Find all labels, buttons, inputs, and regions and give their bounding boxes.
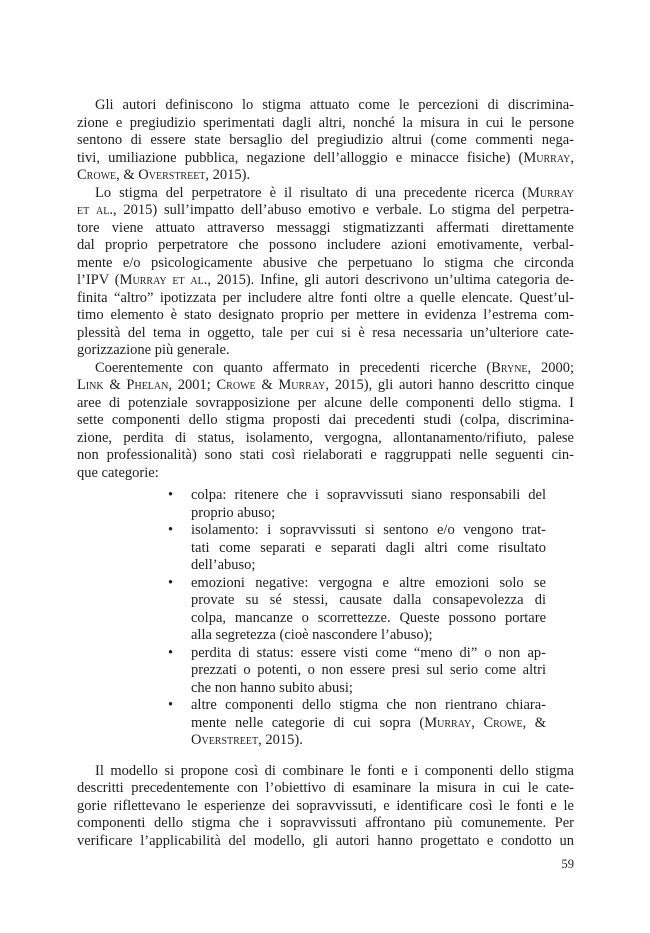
text-run: dell’abuso;	[191, 557, 256, 573]
text-line	[191, 662, 546, 680]
bullet-icon: •	[168, 697, 174, 713]
text-run: Coerentemente con quanto affermato in precedenti ricerche (	[95, 359, 492, 376]
paragraph-model	[77, 763, 574, 851]
text-run: che non hanno subito abusi;	[191, 679, 353, 696]
text-run: Lo stigma del perpetratore è il risultato di una precedente ricerca (	[95, 184, 528, 201]
bullet-icon: •	[168, 522, 174, 538]
text-line	[77, 763, 574, 781]
text-run: altre componenti dello stigma che non rientrano chiara-	[191, 697, 546, 713]
text-line	[77, 780, 574, 798]
text-line	[191, 487, 546, 505]
text-run: tati come separati e separati dagli altri come risultato	[191, 539, 546, 556]
text-run: l’IPV (	[77, 272, 120, 288]
text-run: ,	[471, 714, 484, 731]
small-caps-citation: Crowe	[77, 167, 117, 183]
text-run: non professionalità) sono stati così rielaborati e raggruppati nelle seguenti cin-	[77, 447, 574, 463]
small-caps-citation: Crowe	[216, 377, 256, 393]
body-text	[77, 97, 574, 850]
text-run: zione, perdita di status, isolamento, vergogna, allontanamento/rifiuto, palese	[77, 429, 574, 446]
text-line	[191, 697, 546, 715]
text-run: perdita di status: essere visti come “meno di” o non ap-	[191, 644, 546, 661]
list-item-text	[191, 522, 546, 575]
text-line	[77, 377, 574, 395]
small-caps-citation: Murray et al.	[119, 272, 208, 288]
text-run: finita “altro” ipotizzata per includere altre fonti oltre a quelle elencate. Quest’ul-	[77, 289, 574, 306]
text-line	[191, 627, 546, 645]
text-run: Gli autori definiscono lo stigma attuato come le percezioni di discrimina-	[95, 97, 574, 113]
text-run: isolamento: i sopravvissuti si sentono e/o vengono trat-	[191, 522, 546, 538]
text-run: , &	[116, 167, 139, 183]
text-run: sette componenti dello stigma proposti dai precedenti studi (colpa, discrimina-	[77, 412, 574, 428]
bullet-icon: •	[168, 644, 174, 661]
text-line	[191, 575, 546, 593]
text-run: Il modello si propone così di combinare le fonti e i componenti dello stigma	[95, 762, 574, 779]
text-line	[77, 325, 574, 343]
text-run: , 2000;	[527, 359, 575, 376]
text-run: plessità del tema in oggetto, tale per cui si è resa necessaria un’ulteriore cate-	[77, 324, 574, 341]
bullet-icon: •	[168, 574, 174, 591]
text-line	[77, 150, 574, 168]
text-run: dal proprio perpetratore che possono includere azioni emotivamente, verbal-	[77, 237, 574, 253]
text-run: componenti dello stigma che i sopravvissuti affrontano più comunemente. Per	[77, 815, 574, 831]
text-run: alla segretezza (cioè nascondere l’abuso);	[191, 627, 433, 643]
list-item-text	[191, 575, 546, 645]
text-run: , 2015), gli autori hanno descritto cinque	[325, 377, 575, 393]
text-line	[77, 237, 574, 255]
text-line	[191, 557, 546, 575]
text-run: , 2015) sull’impatto dell’abuso emotivo e verbale. Lo stigma del perpetra-	[112, 202, 574, 218]
small-caps-citation: Link	[77, 377, 104, 393]
text-run: , &	[522, 714, 547, 731]
text-line	[77, 342, 574, 360]
text-run: tivi, umiliazione pubblica, negazione dell’alloggio e minacce fisiche) (	[77, 149, 524, 166]
text-run: que categorie:	[77, 464, 159, 481]
text-run: &	[255, 377, 279, 393]
text-line	[77, 202, 574, 220]
text-line	[191, 680, 546, 698]
small-caps-citation: Overstreet	[191, 732, 259, 748]
small-caps-citation: Murray	[278, 377, 326, 393]
paragraph-stigma-components	[77, 360, 574, 483]
text-run: gorie riflettevano le esperienze dei sopravvissuti, e identificare così le fonti e le	[77, 797, 574, 814]
paragraph-perpetrator-stigma	[77, 185, 574, 360]
paragraph-enacted-stigma	[77, 97, 574, 185]
text-line	[191, 715, 546, 733]
small-caps-citation: Murray	[424, 714, 472, 731]
text-line	[191, 645, 546, 663]
small-caps-citation: Overstreet	[138, 167, 206, 183]
list-item-text	[191, 697, 546, 750]
text-run: aree di potenziale sovrapposizione per alcune delle componenti dello stigma. I	[77, 394, 574, 411]
list-item-text	[191, 645, 546, 698]
text-line	[77, 430, 574, 448]
text-run: , 2001;	[168, 377, 217, 393]
text-run: zione e pregiudizio sperimentati dagli altri, nonché la misura in cui le persone	[77, 114, 574, 131]
text-run: mente nelle categorie di cui sopra (	[191, 714, 425, 731]
text-line	[77, 220, 574, 238]
text-line	[77, 115, 574, 133]
text-line	[77, 360, 574, 378]
text-line	[191, 610, 546, 628]
text-line	[77, 395, 574, 413]
bullet-icon: •	[168, 487, 174, 503]
text-run: proprio abuso;	[191, 504, 276, 521]
list-item	[168, 487, 546, 522]
text-line	[77, 132, 574, 150]
text-line	[77, 798, 574, 816]
text-run: prezzati o potenti, o non essere presi sul serio come altri	[191, 662, 546, 678]
text-line	[77, 290, 574, 308]
text-line	[77, 255, 574, 273]
small-caps-citation: Bryne	[491, 359, 528, 376]
text-run: colpa: ritenere che i sopravvissuti siano responsabili del	[191, 487, 546, 503]
text-run: emozioni negative: vergogna e altre emozioni solo se	[191, 574, 546, 591]
text-line	[77, 272, 574, 290]
text-run: mente e/o psicologicamente abusive che perpetuano lo stigma che circonda	[77, 254, 574, 271]
text-run: timo elemento è stato designato proprio per mettere in evidenza l’estrema com-	[77, 307, 574, 323]
text-line	[77, 412, 574, 430]
text-line	[191, 522, 546, 540]
stigma-categories-list	[168, 487, 547, 750]
text-line	[191, 505, 546, 523]
text-line	[191, 540, 546, 558]
text-line	[77, 97, 574, 115]
text-line	[77, 465, 574, 483]
text-run: provate su sé stessi, causate dalla consapevolezza di	[191, 592, 546, 608]
small-caps-citation: Crowe	[483, 714, 523, 731]
text-line	[77, 833, 574, 851]
list-item	[168, 697, 547, 750]
list-item	[168, 522, 546, 575]
text-run: , 2015). Infine, gli autori descrivono un’ultima categoria de-	[207, 272, 574, 288]
small-caps-citation: Murray	[523, 149, 571, 166]
small-caps-citation: Murray	[527, 184, 574, 201]
list-item	[168, 644, 546, 698]
text-run: descritti precedentemente con l’obiettivo di esaminare la misura in cui le cate-	[77, 780, 574, 796]
small-caps-citation: et al.	[77, 202, 113, 218]
small-caps-citation: Phelan	[126, 377, 169, 393]
list-item	[168, 574, 546, 645]
text-run: sentono di essere state bersaglio del pregiudizio altrui (come commenti nega-	[77, 132, 574, 148]
page-number: 59	[561, 857, 574, 871]
text-run: ,	[570, 149, 574, 166]
text-line	[77, 185, 574, 203]
text-run: , 2015).	[205, 167, 251, 183]
text-run: verificare l’applicabilità del modello, gli autori hanno progettato e condotto un	[77, 832, 574, 849]
list-item-text	[191, 487, 546, 522]
text-line	[191, 592, 546, 610]
text-run: &	[103, 377, 127, 393]
text-run: tore viene attuato attraverso messaggi stigmatizzanti affermati direttamente	[77, 219, 574, 236]
text-run: , 2015).	[258, 732, 303, 748]
text-line	[191, 732, 546, 750]
text-run: colpa, mancanze o scorrettezze. Queste possono portare	[191, 609, 546, 626]
text-line	[77, 815, 574, 833]
text-run: gorizzazione più generale.	[77, 342, 230, 358]
text-line	[77, 167, 574, 185]
text-line	[77, 447, 574, 465]
text-line	[77, 307, 574, 325]
